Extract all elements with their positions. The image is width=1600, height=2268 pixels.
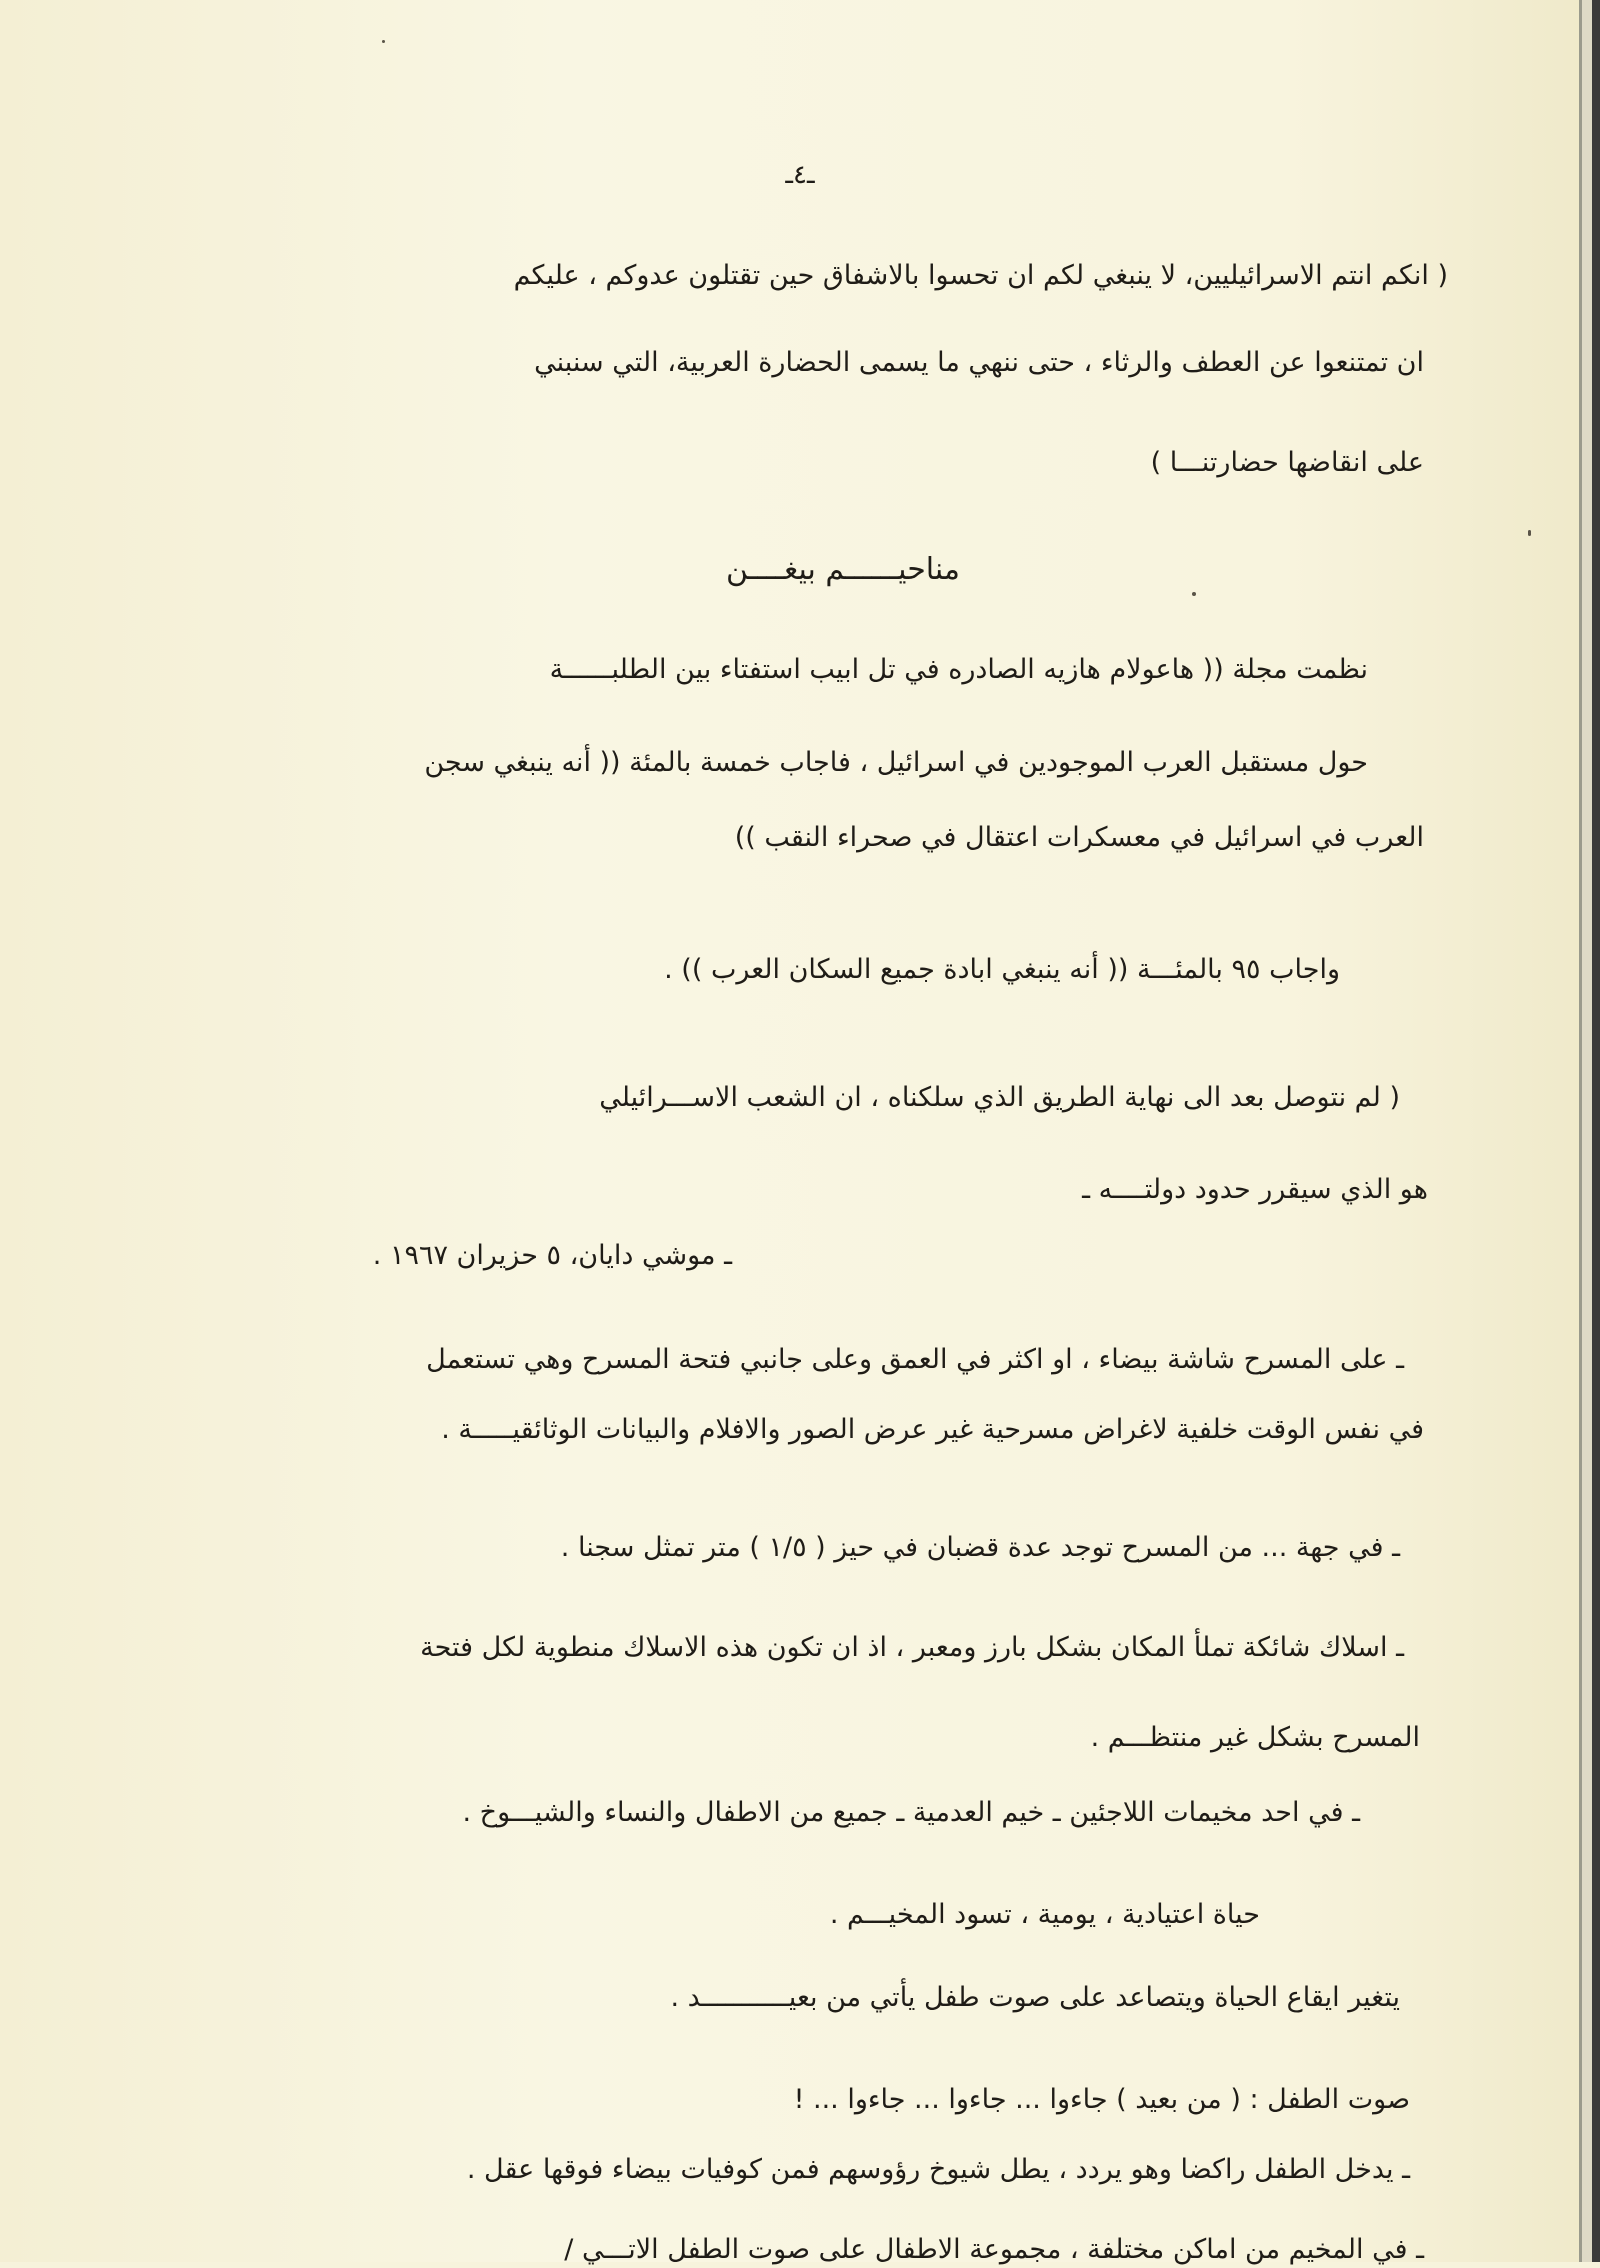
quote-attribution: مناحيــــــم بيغــــن xyxy=(726,552,960,587)
text-line: ( لم نتوصل بعد الى نهاية الطريق الذي سلكناه ، ان الشعب الاســـرائيلي xyxy=(599,1082,1400,1113)
text-line: العرب في اسرائيل في معسكرات اعتقال في صحراء النقب )) xyxy=(734,822,1424,853)
scan-edge-shadow xyxy=(1582,0,1592,2262)
scan-speck xyxy=(382,40,385,43)
stage-direction: ـ على المسرح شاشة بيضاء ، او اكثر في العمق وعلى جانبي فتحة المسرح وهي تستعمل xyxy=(426,1344,1404,1375)
stage-direction: يتغير ايقاع الحياة ويتصاعد على صوت طفل يأتي من بعيـــــــــــد . xyxy=(670,1982,1400,2013)
page-number: ـ٤ـ xyxy=(785,160,815,190)
text-line: ان تمتنعوا عن العطف والرثاء ، حتى ننهي ما يسمى الحضارة العربية، التي سنبني xyxy=(534,347,1424,378)
stage-direction: في نفس الوقت خلفية لاغراض مسرحية غير عرض الصور والافلام والبيانات الوثائقيـــــة . xyxy=(441,1414,1424,1445)
text-line: واجاب ٩٥ بالمئـــة (( أنه ينبغي ابادة جميع السكان العرب )) . xyxy=(664,954,1340,985)
stage-direction: ـ في جهة ... من المسرح توجد عدة قضبان في حيز ( ١/٥ ) متر تمثل سجنا . xyxy=(560,1532,1400,1563)
stage-direction: ـ في احد مخيمات اللاجئين ـ خيم العدمية ـ جميع من الاطفال والنساء والشيـــوخ . xyxy=(462,1797,1360,1828)
text-line: ( انكم انتم الاسرائيليين، لا ينبغي لكم ان تحسوا بالاشفاق حين تقتلون عدوكم ، عليكم xyxy=(513,260,1448,291)
dialogue-line: صوت الطفل : ( من بعيد ) جاءوا ... جاءوا ... جاءوا ... ! xyxy=(793,2084,1410,2115)
scan-speck xyxy=(1528,530,1531,536)
stage-direction: ـ اسلاك شائكة تملأ المكان بشكل بارز ومعبر ، اذ ان تكون هذه الاسلاك منطوية لكل فتحة xyxy=(420,1632,1404,1663)
text-line: هو الذي سيقرر حدود دولتــــه ـ xyxy=(1082,1174,1428,1205)
scan-edge-line xyxy=(1579,0,1582,2262)
stage-direction: ـ في المخيم من اماكن مختلفة ، مجموعة الاطفال على صوت الطفل الاتـــي / xyxy=(564,2234,1424,2265)
scan-speck xyxy=(1192,592,1196,596)
quote-attribution: ـ موشي دايان، ٥ حزيران ١٩٦٧ . xyxy=(372,1240,732,1271)
stage-direction: المسرح بشكل غير منتظـــم . xyxy=(1090,1722,1420,1753)
text-line: نظمت مجلة (( هاعولام هازيه الصادره في تل ابيب استفتاء بين الطلبــــــة xyxy=(549,654,1368,685)
scan-edge-border xyxy=(1592,0,1600,2262)
text-line: حول مستقبل العرب الموجودين في اسرائيل ، فاجاب خمسة بالمئة (( أنه ينبغي سجن xyxy=(424,747,1368,778)
stage-direction: حياة اعتيادية ، يومية ، تسود المخيـــم . xyxy=(829,1899,1260,1930)
stage-direction: ـ يدخل الطفل راكضا وهو يردد ، يطل شيوخ رؤوسهم فمن كوفيات بيضاء فوقها عقل . xyxy=(466,2154,1410,2185)
text-line: على انقاضها حضارتنـــا ) xyxy=(1150,447,1424,478)
